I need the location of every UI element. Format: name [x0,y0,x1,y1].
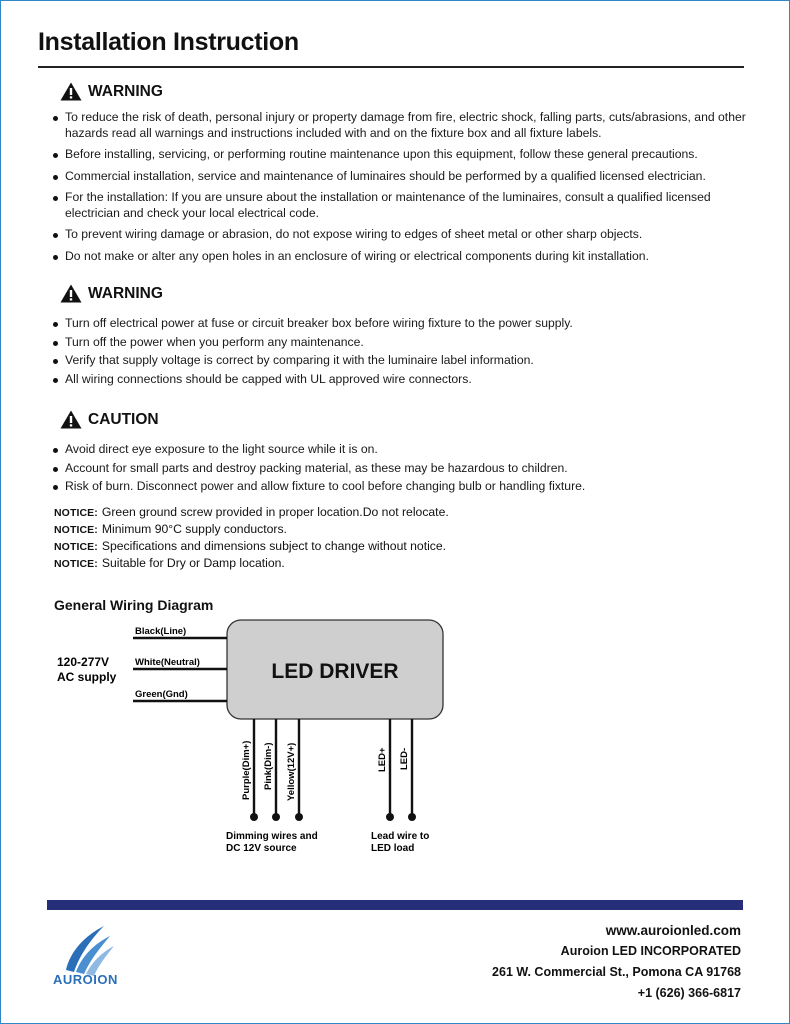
wiring-diagram [0,600,790,860]
supply-type-label: AC supply [57,670,117,684]
dimming-caption-line1: Dimming wires and [226,831,318,842]
wire-end-dot [386,813,394,821]
notice-label: NOTICE: [54,558,98,570]
website-link[interactable]: www.auroionled.com [605,923,741,938]
notice-row [54,555,449,572]
notice-row [54,521,449,538]
wire-label-line: Black(Line) [135,626,187,637]
warning-1-list [52,110,752,270]
caution-list [52,442,752,498]
list-item: Avoid direct eye exposure to the light source while it is on. [52,442,752,458]
list-item: Commercial installation, service and maintenance of luminaires should be performed by a qualified licensed electrician. [52,169,752,185]
diagram-title: General Wiring Diagram [54,597,214,613]
caution-heading [60,410,159,429]
notice-label: NOTICE: [54,524,98,536]
wire-end-dot [250,813,258,821]
warning-triangle-icon [60,410,82,429]
led-driver-label: LED DRIVER [271,660,399,683]
wire-end-dot [408,813,416,821]
wire-label-led-minus: LED- [399,747,410,770]
list-item: All wiring connections should be capped with UL approved wire connectors. [52,372,752,388]
wire-label-12v: Yellow(12V+) [286,742,297,801]
notices-block [54,504,449,572]
list-item: Risk of burn. Disconnect power and allow fixture to cool before changing bulb or handling fixture. [52,479,752,495]
wire-end-dot [295,813,303,821]
warning-heading-2 [60,284,163,303]
notice-text: Minimum 90°C supply conductors. [101,522,287,536]
notice-row [54,504,449,521]
wire-label-led-plus: LED+ [377,747,388,772]
wire-label-neutral: White(Neutral) [135,657,200,668]
warning-triangle-icon [60,82,82,101]
notice-text: Suitable for Dry or Damp location. [101,556,285,570]
title-divider [38,66,744,68]
list-item: Turn off the power when you perform any maintenance. [52,335,752,351]
notice-text: Green ground screw provided in proper location.Do not relocate. [101,505,449,519]
notice-row [54,538,449,555]
led-caption-line2: LED load [371,843,415,854]
list-item: For the installation: If you are unsure about the installation or maintenance of the luminaires, consult a qualified licensed electrician and check your local electrical code. [52,190,752,221]
list-item: Account for small parts and destroy packing material, as these may be hazardous to children. [52,461,752,477]
notice-text: Specifications and dimensions subject to change without notice. [101,539,447,553]
contact-block [492,920,741,1004]
page-title: Installation Instruction [38,28,299,56]
notice-label: NOTICE: [54,507,98,519]
warning-2-list [52,316,752,390]
company-phone: +1 (626) 366-6817 [637,986,741,1000]
list-item: To reduce the risk of death, personal injury or property damage from fire, electric shock, falling parts, cuts/abrasions, and other hazards read all warnings and instructions included with and on the fixture box and all fixture labels. [52,110,752,141]
logo-text: AUROION [53,972,118,987]
footer-divider-band [47,900,743,910]
notice-label: NOTICE: [54,541,98,553]
list-item: To prevent wiring damage or abrasion, do not expose wiring to edges of sheet metal or other sharp objects. [52,227,752,243]
wire-label-ground: Green(Gnd) [135,689,188,700]
company-name: Auroion LED INCORPORATED [560,944,741,958]
supply-voltage-label: 120-277V [57,655,110,669]
wire-end-dot [272,813,280,821]
list-item: Do not make or alter any open holes in an enclosure of wiring or electrical components during kit installation. [52,249,752,265]
company-address: 261 W. Commercial St., Pomona CA 91768 [492,965,741,979]
warning-heading-1 [60,82,163,101]
dimming-caption-line2: DC 12V source [226,843,297,854]
wire-label-dim-plus: Purple(Dim+) [241,740,252,800]
warning-triangle-icon [60,284,82,303]
caution-heading-label: CAUTION [88,410,159,428]
list-item: Turn off electrical power at fuse or circuit breaker box before wiring fixture to the power supply. [52,316,752,332]
warning-heading-2-label: WARNING [88,284,163,302]
list-item: Before installing, servicing, or performing routine maintenance upon this equipment, follow these general precautions. [52,147,752,163]
wire-label-dim-minus: Pink(Dim-) [263,742,274,790]
list-item: Verify that supply voltage is correct by comparing it with the luminaire label information. [52,353,752,369]
led-caption-line1: Lead wire to [371,831,430,842]
warning-heading-1-label: WARNING [88,82,163,100]
